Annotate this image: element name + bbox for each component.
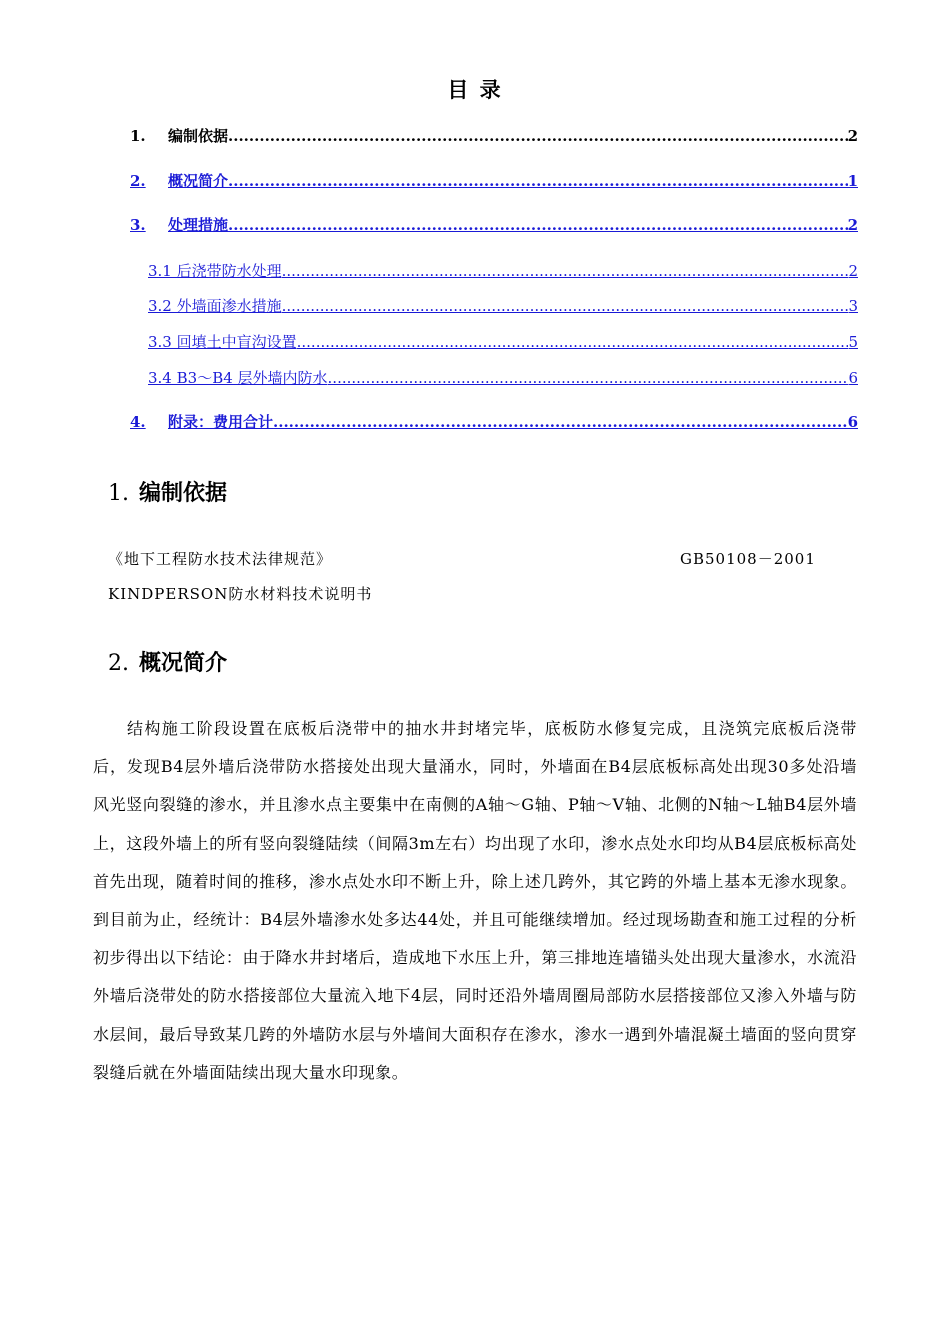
toc-item-1[interactable] xyxy=(130,125,858,147)
section-title: 概况简介 xyxy=(139,651,228,676)
toc-item-page: 2 xyxy=(847,216,858,234)
toc-item-page: 2 xyxy=(848,262,858,280)
toc-item-label: 附录：费用合计 xyxy=(168,413,274,431)
toc-item-number: 2. xyxy=(130,172,146,190)
toc-item-3[interactable] xyxy=(130,214,858,236)
toc-item-label: 3.1 后浇带防水处理 xyxy=(148,262,282,280)
toc-item-page: 5 xyxy=(848,333,858,351)
toc-item-2[interactable] xyxy=(130,170,858,192)
toc-item-number: 4. xyxy=(130,413,146,431)
toc-item-label: 3.4 B3～B4 层外墙内防水 xyxy=(148,369,328,387)
toc-leader-dots xyxy=(282,262,849,280)
toc-item-page: 6 xyxy=(848,369,858,387)
toc-item-number: 3. xyxy=(130,216,146,234)
toc-leader-dots xyxy=(273,413,848,431)
toc-title: 目 录 xyxy=(447,78,503,102)
toc-item-label: 概况简介 xyxy=(168,172,229,190)
toc-item-4[interactable] xyxy=(130,411,858,433)
section-number: 2. xyxy=(108,651,129,676)
toc-leader-dots xyxy=(228,127,848,145)
toc-leader-dots xyxy=(228,216,848,234)
toc-leader-dots xyxy=(297,333,849,351)
toc-item-label: 编制依据 xyxy=(168,127,229,145)
section-1-heading xyxy=(108,476,227,507)
reference-code: GB50108－2001 xyxy=(680,550,816,568)
section-title: 编制依据 xyxy=(139,481,228,506)
toc-item-label: 3.2 外墙面渗水措施 xyxy=(148,297,282,315)
toc-item-label: 处理措施 xyxy=(168,216,229,234)
toc-leader-dots xyxy=(328,369,849,387)
toc-item-3-1[interactable] xyxy=(148,260,858,282)
toc-item-3-2[interactable] xyxy=(148,295,858,317)
toc-leader-dots xyxy=(282,297,849,315)
toc-item-3-3[interactable] xyxy=(148,331,858,353)
toc-item-number: 1. xyxy=(130,127,146,145)
toc-leader-dots xyxy=(228,172,848,190)
toc-item-page: 1 xyxy=(847,172,858,190)
section-2-heading xyxy=(108,646,227,677)
reference-item: KINDPERSON防水材料技术说明书 xyxy=(108,585,373,603)
toc-item-page: 2 xyxy=(847,127,858,145)
toc-item-page: 3 xyxy=(848,297,858,315)
toc-item-page: 6 xyxy=(847,413,858,431)
section-number: 1. xyxy=(108,481,129,506)
toc-item-label: 3.3 回填土中盲沟设置 xyxy=(148,333,297,351)
toc-item-3-4[interactable] xyxy=(148,367,858,389)
body-paragraph: 结构施工阶段设置在底板后浇带中的抽水井封堵完毕，底板防水修复完成，且浇筑完底板后浇带后，发现B4层外墙后浇带防水搭接处出现大量涌水，同时，外墙面在B4层底板标高处出现30多处沿墙风光竖向裂缝的渗水，并且渗水点主要集中在南侧的A轴～G轴、P轴～V轴、北侧的N轴～L轴B4层外墙上，这段外墙上的所有竖向裂缝陆续（间隔3m左右）均出现了水印，渗水点处水印均从B4层底板标高处首先出现，随着时间的推移，渗水点处水印不断上升，除上述几跨外，其它跨的外墙上基本无渗水现象。到目前为止，经统计：B4层外墙渗水处多达44处，并且可能继续增加。经过现场勘查和施工过程的分析初步得出以下结论：由于降水井封堵后，造成地下水压上升，第三排地连墙锚头处出现大量渗水，水流沿外墙后浇带处的防水搭接部位大量流入地下4层，同时还沿外墙周圈局部防水层搭接部位又渗入外墙与防水层间，最后导致某几跨的外墙防水层与外墙间大面积存在渗水，渗水一遇到外墙混凝土墙面的竖向贯穿裂缝后就在外墙面陆续出现大量水印现象。 xyxy=(93,719,857,1082)
reference-item: 《地下工程防水技术法律规范》 xyxy=(108,550,333,568)
